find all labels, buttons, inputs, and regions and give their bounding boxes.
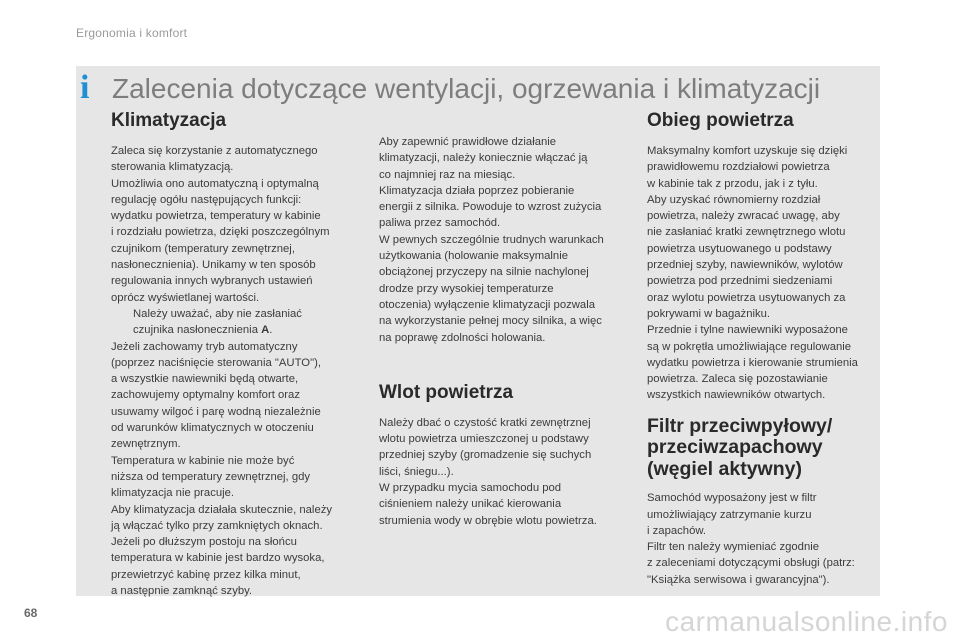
- heading-wlot-powietrza: Wlot powietrza: [379, 381, 514, 403]
- paragraph: Aby zapewnić prawidłowe działanie klimatyzacji, należy koniecznie włączać ją co najmniej raz na miesiąc. Klimatyzacja działa poprzez pobieranie energii z silnika. Powoduje to wzrost zużycia paliwa przez samochód. W pewnych szczególnie trudnych warunkach użytkowania (holowanie maksymalnie obciążonej przyczepy na silnie nachylonej drodze przy wysokiej temperaturze otoczenia) wyłączenie klimatyzacji pozwala na wykorzystanie pełnej mocy silnika, a więc na poprawę zdolności holowania.: [379, 136, 604, 344]
- page-number: 68: [24, 606, 38, 620]
- paragraph: Należy dbać o czystość kratki zewnętrznej wlotu powietrza umieszczonej u podstawy przedniej szyby (gromadzenie się suchych liści, śniegu...). W przypadku mycia samochodu pod ciśnieniem należy unikać kierowania strumienia wody w obrębie wlotu powietrza.: [379, 416, 597, 527]
- paragraph: Zaleca się korzystanie z automatycznego sterowania klimatyzacją. Umożliwia ono automatyczną i optymalną regulację ogółu następujących funkcji: wydatku powietrza, temperatury w kabinie i rozdziału powietrza, dzięki poszczególnym czujnikom (temperatury zewnętrznej, nasłonecznienia). Unikamy w ten sposób regulowania innych wybranych ustawień oprócz wyświetlanej wartości.: [111, 145, 330, 304]
- heading-obieg-powietrza: Obieg powietrza: [647, 110, 794, 131]
- heading-klimatyzacja: Klimatyzacja: [111, 110, 227, 131]
- sensor-reference: A: [261, 324, 270, 337]
- watermark: carmanualsonline.info: [665, 606, 948, 637]
- paragraph: Samochód wyposażony jest w filtr umożliwiający zatrzymanie kurzu i zapachów. Filtr ten należy wymieniać zgodnie z zaleceniami dotyczącymi obsługi (patrz: "Książka serwisowa i gwarancyjna").: [647, 492, 855, 586]
- info-icon: i: [80, 69, 90, 106]
- bullet-note: [111, 306, 369, 339]
- column-right: [647, 109, 887, 588]
- bullet-icon: [111, 306, 133, 339]
- heading-filtr: Filtr przeciwpyłowy/ przeciwzapachowy (węgiel aktywny): [647, 414, 833, 480]
- page-title: Zalecenia dotyczące wentylacji, ogrzewania i klimatyzacji: [112, 73, 821, 104]
- paragraph: Maksymalny komfort uzyskuje się dzięki prawidłowemu rozdziałowi powietrza w kabinie tak z przodu, jak i z tyłu. Aby uzyskać równomierny rozdział powietrza, należy zwracać uwagę, aby nie zasłaniać kratki zewnętrznego wlotu powietrza usytuowanego u podstawy przedniej szyby, nawiewników, wylotów powietrza pod przednimi siedzeniami oraz wylotu powietrza usytuowanych za pokrywami w bagażniku. Przednie i tylne nawiewniki wyposażone są w pokrętła umożliwiające regulowanie wydatku powietrza i kierowanie strumienia powietrza. Zaleca się pozostawianie wszystkich nawiewników otwartych.: [647, 145, 858, 402]
- column-middle: [379, 109, 633, 529]
- paragraph: Jeżeli zachowamy tryb automatyczny (poprzez naciśnięcie sterowania "AUTO"), a wszystkie nawiewniki będą otwarte, zachowujemy optymalny komfort oraz usuwamy wilgoć i parę wodną niezależnie od warunków klimatycznych w otoczeniu zewnętrznym. Temperatura w kabinie nie może być niższa od temperatury zewnętrznej, gdy klimatyzacja nie pracuje. Aby klimatyzacja działała skutecznie, należy ją włączać tylko przy zamkniętych oknach. Jeżeli po dłuższym postoju na słońcu temperatura w kabinie jest bardzo wysoka, przewietrzyć kabinę przez kilka minut, a następnie zamknąć szyby.: [111, 340, 333, 598]
- bullet-text: Należy uważać, aby nie zasłaniać czujnika nasłonecznienia A.: [133, 307, 302, 337]
- column-klimatyzacja: [111, 109, 369, 599]
- section-header: Ergonomia i komfort: [76, 26, 188, 40]
